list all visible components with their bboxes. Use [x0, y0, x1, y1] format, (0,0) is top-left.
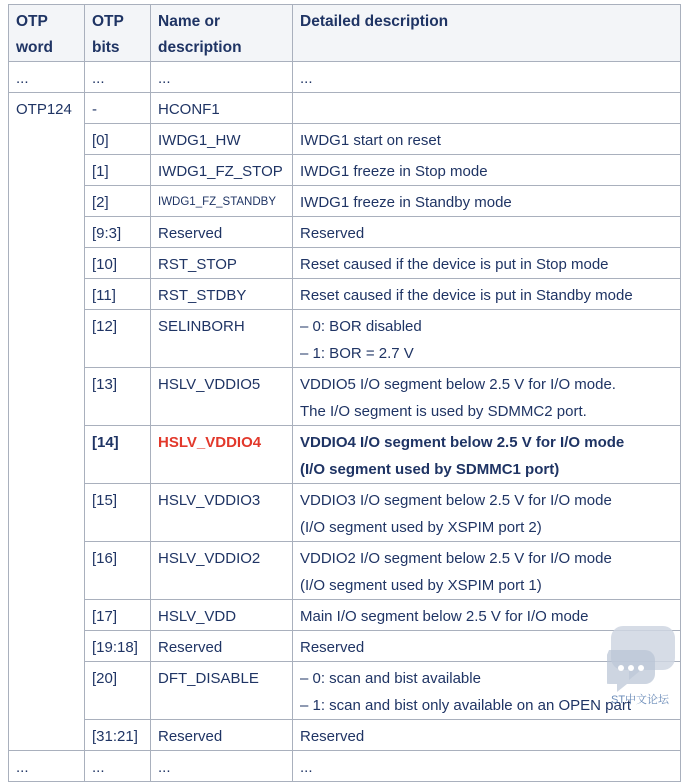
- ellipsis-cell: ...: [9, 62, 85, 93]
- name-cell: Reserved: [151, 631, 293, 662]
- bits-cell: [19:18]: [85, 631, 151, 662]
- bits-cell: [11]: [85, 279, 151, 310]
- desc-line: Reserved: [300, 225, 365, 242]
- table-row: [9, 217, 681, 248]
- ellipsis-cell: ...: [151, 62, 293, 93]
- desc-line: VDDIO5 I/O segment below 2.5 V for I/O mode.: [300, 376, 616, 393]
- table-row-highlighted: [9, 426, 681, 484]
- table-row: [9, 248, 681, 279]
- desc-line: The I/O segment is used by SDMMC2 port.: [300, 403, 587, 420]
- desc-line: Reset caused if the device is put in Standby mode: [300, 287, 633, 304]
- name-cell: SELINBORH: [151, 310, 293, 368]
- watermark-text: ST中文论坛: [611, 694, 670, 706]
- ellipsis-cell: ...: [85, 62, 151, 93]
- otp-table: [8, 4, 681, 782]
- ellipsis-cell: ...: [293, 62, 681, 93]
- table-row: [9, 124, 681, 155]
- name-cell: IWDG1_HW: [151, 124, 293, 155]
- desc-cell: [293, 124, 681, 155]
- table-row: [9, 279, 681, 310]
- name-cell: HSLV_VDDIO5: [151, 368, 293, 426]
- desc-line: Main I/O segment below 2.5 V for I/O mode: [300, 608, 589, 625]
- desc-cell: [293, 484, 681, 542]
- desc-line: (I/O segment used by SDMMC1 port): [300, 461, 560, 478]
- bits-cell: [0]: [85, 124, 151, 155]
- desc-line: Reserved: [300, 639, 365, 656]
- name-cell: HSLV_VDDIO2: [151, 542, 293, 600]
- desc-line: (I/O segment used by XSPIM port 1): [300, 577, 542, 594]
- desc-line: (I/O segment used by XSPIM port 2): [300, 519, 542, 536]
- desc-line: – 0: BOR disabled: [300, 318, 422, 335]
- name-cell: HCONF1: [151, 93, 293, 124]
- table-row: [9, 93, 681, 124]
- desc-line: – 1: scan and bist only available on an OPEN part: [300, 697, 632, 714]
- table-row: [9, 155, 681, 186]
- desc-cell: [293, 279, 681, 310]
- bits-cell: [2]: [85, 186, 151, 217]
- name-cell: RST_STOP: [151, 248, 293, 279]
- bits-cell: [1]: [85, 155, 151, 186]
- desc-cell: [293, 217, 681, 248]
- desc-cell: [293, 368, 681, 426]
- bits-cell: [20]: [85, 662, 151, 720]
- name-cell: RST_STDBY: [151, 279, 293, 310]
- header-otp-bits: OTP bits: [85, 5, 151, 62]
- desc-cell: [293, 426, 681, 484]
- desc-cell: [293, 542, 681, 600]
- desc-line: VDDIO4 I/O segment below 2.5 V for I/O mode: [300, 434, 625, 451]
- bits-cell: [31:21]: [85, 720, 151, 751]
- desc-cell: [293, 186, 681, 217]
- table-row: [9, 600, 681, 631]
- desc-line: IWDG1 start on reset: [300, 132, 441, 149]
- bits-cell: [16]: [85, 542, 151, 600]
- bits-cell: [9:3]: [85, 217, 151, 248]
- ellipsis-cell: ...: [293, 751, 681, 782]
- ellipsis-row-top: [9, 62, 681, 93]
- bits-cell: [10]: [85, 248, 151, 279]
- bits-cell: -: [85, 93, 151, 124]
- table-row: [9, 368, 681, 426]
- name-cell-highlighted: HSLV_VDDIO4: [151, 426, 293, 484]
- bits-cell: [14]: [85, 426, 151, 484]
- ellipsis-cell: ...: [85, 751, 151, 782]
- desc-cell: [293, 720, 681, 751]
- desc-line: – 0: scan and bist available: [300, 670, 481, 687]
- otp-word-cell: OTP124: [9, 93, 85, 751]
- bits-cell: [13]: [85, 368, 151, 426]
- table-row: [9, 484, 681, 542]
- header-detailed-description: Detailed description: [293, 5, 681, 62]
- desc-line: VDDIO2 I/O segment below 2.5 V for I/O mode: [300, 550, 612, 567]
- name-cell: HSLV_VDDIO3: [151, 484, 293, 542]
- header-name: Name or description: [151, 5, 293, 62]
- table-row: [9, 186, 681, 217]
- name-cell: IWDG1_FZ_STANDBY: [151, 186, 293, 217]
- ellipsis-row-bottom: [9, 751, 681, 782]
- table-row: [9, 720, 681, 751]
- ellipsis-cell: ...: [151, 751, 293, 782]
- desc-cell: [293, 155, 681, 186]
- table-row: [9, 542, 681, 600]
- table-row: [9, 631, 681, 662]
- name-cell: Reserved: [151, 217, 293, 248]
- ellipsis-cell: ...: [9, 751, 85, 782]
- desc-cell: [293, 93, 681, 124]
- desc-line: Reset caused if the device is put in Stop mode: [300, 256, 609, 273]
- table-header-row: [9, 5, 681, 62]
- name-cell: Reserved: [151, 720, 293, 751]
- name-cell: IWDG1_FZ_STOP: [151, 155, 293, 186]
- header-otp-word: OTP word: [9, 5, 85, 62]
- desc-line: IWDG1 freeze in Standby mode: [300, 194, 512, 211]
- bits-cell: [17]: [85, 600, 151, 631]
- desc-line: – 1: BOR = 2.7 V: [300, 345, 414, 362]
- bits-cell: [15]: [85, 484, 151, 542]
- desc-line: VDDIO3 I/O segment below 2.5 V for I/O mode: [300, 492, 612, 509]
- desc-line: Reserved: [300, 728, 365, 745]
- bits-cell: [12]: [85, 310, 151, 368]
- desc-line: IWDG1 freeze in Stop mode: [300, 163, 488, 180]
- desc-cell: [293, 248, 681, 279]
- name-cell: HSLV_VDD: [151, 600, 293, 631]
- name-cell: DFT_DISABLE: [151, 662, 293, 720]
- table-row: [9, 310, 681, 368]
- desc-cell: [293, 310, 681, 368]
